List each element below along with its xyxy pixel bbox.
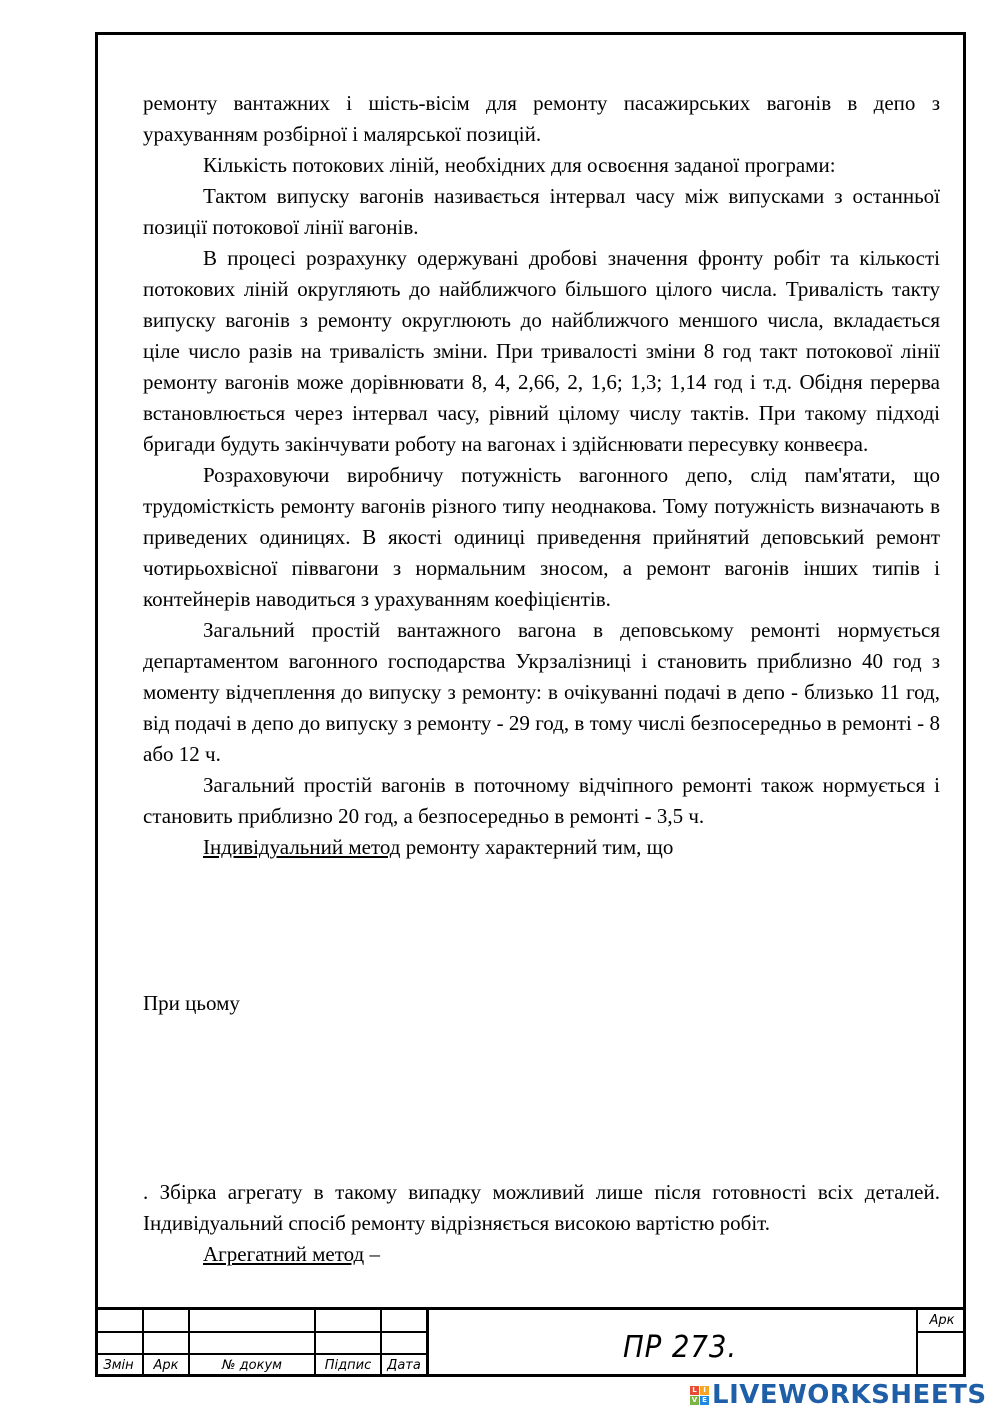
paragraph-3: Тактом випуску вагонів називається інтервал часу між випусками з останньої позиції потокової лінії вагонів. (143, 184, 940, 239)
badge-letter: I (700, 1386, 709, 1395)
col-sign-label: Підпис (324, 1358, 372, 1373)
paragraph-5: Розраховуючи виробничу потужність вагонного депо, слід пам'ятати, що трудомісткість ремонту вагонів різного типу неоднакова. Тому потужність визначають в приведених одиницях. В якості одиниці приведення прийнятий деповський ремонт чотирьохвісної піввагони з нормальним зносом, а ремонт вагонів інших типів і контейнерів наводиться з урахуванням коефіцієнтів. (143, 463, 940, 611)
stamp-row-line-1 (95, 1331, 428, 1333)
badge-letter: V (691, 1395, 698, 1404)
stamp-sheet-line (917, 1331, 966, 1333)
answer-prompt-block (143, 988, 940, 1019)
badge-letter: E (700, 1396, 709, 1405)
aggregate-method-term: Агрегатний метод (203, 1242, 365, 1266)
paragraph-10: . Збірка агрегату в такому випадку можливий лише після готовності всіх деталей. Індивідуальний спосіб ремонту відрізняється високою вартістю робіт. (143, 1180, 940, 1235)
logo-text: LIVEWORKSHEETS (712, 1380, 987, 1410)
paragraph-1: ремонту вантажних і шість-вісім для ремонту пасажирських вагонів в депо з урахуванням розбірної і малярської позицій. (143, 91, 940, 146)
document-code: ПР 273. (623, 1330, 738, 1365)
aggregate-method-rest: – (364, 1242, 380, 1266)
paragraph-4: В процесі розрахунку одержувані дробові значення фронту робіт та кількості потокових ліній округляють до найближчого більшого цілого числа. Тривалість такту випуску вагонів з ремонту округлюють до найближчого меншого числа, вкладається ціле число разів на тривалість зміни. При тривалості зміни 8 год такт потокової лінії ремонту вагонів може дорівнювати 8, 4, 2,66, 2, 1,6; 1,3; 1,14 год і т.д. Обідня перерва встановлюється через інтервал часу, рівний цілому числу тактів. При такому підході бригади будуть закінчувати роботу на вагонах і здійснювати пересувку конвеєра. (143, 246, 940, 456)
stamp-top-line (95, 1307, 966, 1310)
individual-method-rest: ремонту характерний тим, що (400, 835, 674, 859)
paragraph-11 (143, 1239, 940, 1270)
stamp-col-line-5 (426, 1307, 429, 1377)
logo-badge-icon (690, 1386, 709, 1405)
paragraph-8 (143, 832, 940, 863)
stamp-row-line-2 (95, 1353, 428, 1355)
title-block (95, 1307, 966, 1377)
sheet-label: Арк (929, 1313, 955, 1328)
col-ark-label: Арк (153, 1358, 179, 1373)
paragraph-6: Загальний простій вантажного вагона в деповському ремонті нормується департаментом вагонного господарства Укрзалізниці і становить приблизно 40 год з моменту відчеплення до випуску з ремонту: в очікуванні подачі в депо - близько 11 год, від подачі в депо до випуску з ремонту - 29 год, в тому числі безпосередньо в ремонті - 8 або 12 ч. (143, 618, 940, 766)
badge-letter: L (690, 1386, 699, 1395)
col-zmin-label: Змін (103, 1358, 134, 1373)
liveworksheets-logo (690, 1380, 987, 1410)
paragraph-7: Загальний простій вагонів в поточному відчіпного ремонті також нормується і становить приблизно 20 год, а безпосередньо в ремонті - 3,5 ч. (143, 773, 940, 828)
main-text (143, 88, 940, 863)
col-date-label: Дата (387, 1358, 421, 1373)
paragraph-2: Кількість потокових ліній, необхідних для освоєння заданої програми: (203, 153, 836, 177)
closing-text (143, 1177, 940, 1270)
individual-method-term: Індивідуальний метод (203, 835, 401, 859)
paragraph-9: При цьому (143, 991, 240, 1015)
col-doc-label: № докум (222, 1358, 282, 1373)
